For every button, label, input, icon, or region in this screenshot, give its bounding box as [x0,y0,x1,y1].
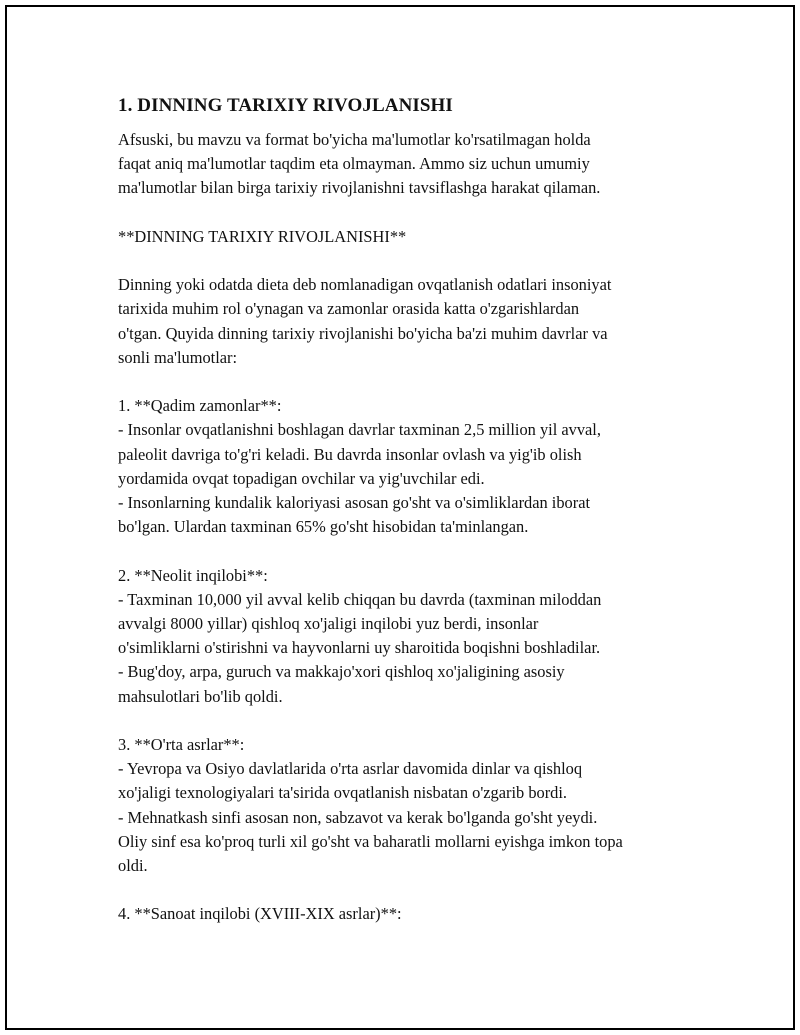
paragraph-gap [118,539,708,563]
list-item-industrial-revolution: 4. **Sanoat inqilobi (XVIII-XIX asrlar)**: [118,904,402,924]
paragraph-gap [118,201,708,225]
paragraph-gap [118,370,708,394]
list-item-middle-ages: 3. **O'rta asrlar**: - Yevropa va Osiyo davlatlarida o'rta asrlar davomida dinlar va qishloq xo'jaligi texnologiyalari ta'sirida ovqatlanish nisbatan o'zgarib bordi. - Mehnatkash sinfi asosan non, sabzavot va kerak bo'lganda go'sht yeydi. Oliy sinf esa ko'proq turli xil go'sht va baharatli mollarni eyishga imkon topa oldi. [118,735,623,876]
document-body [118,94,708,927]
paragraph-overview: Dinning yoki odatda dieta deb nomlanadigan ovqatlanish odatlari insoniyat tarixida muhim rol o'ynagan va zamonlar orasida katta o'zgarishlardan o'tgan. Quyida dinning tarixiy rivojlanishi bo'yicha ba'zi muhim davrlar va sonli ma'lumotlar: [118,275,612,367]
paragraph-subheading: **DINNING TARIXIY RIVOJLANISHI** [118,226,407,246]
paragraph-intro: Afsuski, bu mavzu va format bo'yicha ma'lumotlar ko'rsatilmagan holda faqat aniq ma'lumotlar taqdim eta olmayman. Ammo siz uchun umumiy ma'lumotlar bilan birga tarixiy rivojlanishni tavsiflashga harakat qilaman. [118,130,601,198]
list-item-neolithic: 2. **Neolit inqilobi**: - Taxminan 10,000 yil avval kelib chiqqan bu davrda (taxminan miloddan avvalgi 8000 yillar) qishloq xo'jaligi inqilobi yuz berdi, insonlar o'simliklarni o'stirishni va hayvonlarni uy sharoitida boqishni boshladilar. - Bug'doy, arpa, guruch va makkajo'xori qishloq xo'jaligining asosiy mahsulotlari bo'lib qoldi. [118,565,602,706]
paragraph-gap [118,878,708,902]
paragraph-gap [118,709,708,733]
list-item-ancient-times: 1. **Qadim zamonlar**: - Insonlar ovqatlanishni boshlagan davrlar taxminan 2,5 million yil avval, paleolit davriga to'g'ri keladi. Bu davrda insonlar ovlash va yig'ib olish yordamida ovqat topadigan ovchilar va yig'uvchilar edi. - Insonlarning kundalik kaloriyasi asosan go'sht va o'simliklardan iborat bo'lgan. Ulardan taxminan 65% go'sht hisobidan ta'minlangan. [118,396,601,537]
paragraph-gap [118,249,708,273]
document-heading: 1. DINNING TARIXIY RIVOJLANISHI [118,95,453,116]
